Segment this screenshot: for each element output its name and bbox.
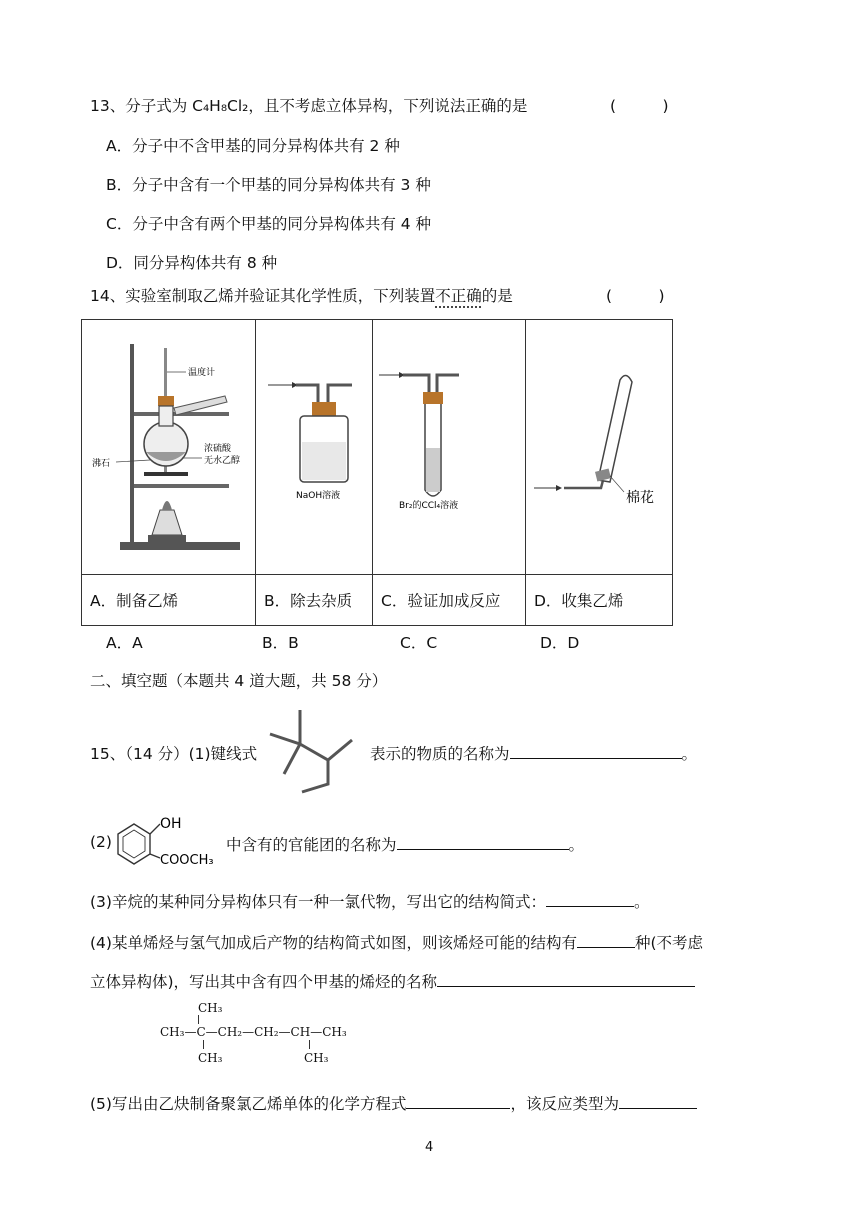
acid-label: 浓硫酸 — [204, 444, 232, 454]
q15-part1-suffix: 表示的物质的名称为 。 — [370, 745, 698, 763]
gas-washing-bottle-figure — [256, 320, 372, 570]
skeletal-formula-figure — [266, 706, 356, 796]
apparatus-a-cell — [82, 320, 256, 575]
br2-label: Br₂的CCl₄溶液 — [399, 501, 459, 511]
q15-part1-blank[interactable] — [510, 744, 682, 759]
naoh-label: NaOH溶液 — [296, 491, 341, 501]
q13-option-a: A．分子中不含甲基的同分异构体共有 2 种 — [106, 137, 400, 155]
q14-choice-d: D．D — [540, 634, 580, 652]
page-number: 4 — [425, 1140, 434, 1155]
formula-main-chain: CH₃—C—CH₂—CH₂—CH—CH₃ — [160, 1025, 347, 1039]
q15-part3-blank[interactable] — [546, 892, 634, 907]
cotton-label: 棉花 — [626, 490, 654, 506]
q14-choice-b: B．B — [262, 634, 299, 652]
q15-part4-blank-name[interactable] — [437, 972, 695, 987]
collection-tube-figure — [526, 320, 672, 570]
formula-bottom-right-methyl: CH₃ — [304, 1051, 329, 1065]
q15-part5-blank-equation[interactable] — [406, 1094, 510, 1109]
q15-part4-blank-count[interactable] — [577, 933, 635, 948]
q14-emphasis: 不正确 — [435, 287, 482, 305]
apparatus-table — [81, 319, 673, 626]
q15-part1-prefix: 15、（14 分）(1)键线式 — [90, 745, 258, 763]
q14-choice-c: C．C — [400, 634, 438, 652]
apparatus-c-cell — [373, 320, 526, 575]
caption-a: A．制备乙烯 — [82, 575, 256, 626]
q13-option-c: C．分子中含有两个甲基的同分异构体共有 4 种 — [106, 215, 432, 233]
q14-choice-a: A．A — [106, 634, 143, 652]
formula-bottom-left-methyl: CH₃ — [198, 1051, 223, 1065]
ethanol-label: 无水乙醇 — [204, 456, 241, 466]
q15-part2-blank[interactable] — [397, 835, 569, 850]
addition-reaction-tube-figure — [373, 320, 525, 570]
q13-option-d: D．同分异构体共有 8 种 — [106, 254, 278, 272]
caption-b: B．除去杂质 — [256, 575, 373, 626]
boiling-stones-label: 沸石 — [92, 459, 111, 469]
q15-part4-line1: (4)某单烯烃与氢气加成后产物的结构简式如图，则该烯烃可能的结构有 种(不考虑 — [90, 934, 704, 952]
thermometer-label: 温度计 — [188, 368, 216, 378]
q14-answer-paren: ( ) — [606, 287, 665, 305]
q13-option-b: B．分子中含有一个甲基的同分异构体共有 3 种 — [106, 176, 431, 194]
section-2-title: 二、填空题（本题共 4 道大题，共 58 分） — [90, 672, 388, 690]
apparatus-d-cell — [526, 320, 673, 575]
q15-part3: (3)辛烷的某种同分异构体只有一种一氯代物，写出它的结构简式： 。 — [90, 893, 650, 911]
caption-c: C．验证加成反应 — [373, 575, 526, 626]
methyl-salicylate-structure — [114, 810, 224, 868]
q14-stem: 14、实验室制取乙烯并验证其化学性质，下列装置不正确的是 — [90, 287, 513, 305]
formula-top-methyl: CH₃ — [198, 1001, 223, 1015]
caption-d: D．收集乙烯 — [526, 575, 673, 626]
q15-part2-prefix: (2) — [90, 833, 112, 851]
q15-part5: (5)写出由乙炔制备聚氯乙烯单体的化学方程式 ，该反应类型为 — [90, 1092, 697, 1114]
q15-part2-suffix: 中含有的官能团的名称为 。 — [226, 836, 585, 854]
ester-label: COOCH₃ — [160, 853, 214, 868]
q13-answer-paren: ( ) — [610, 97, 669, 115]
q15-part5-blank-type[interactable] — [619, 1094, 697, 1109]
ethylene-preparation-figure — [82, 320, 255, 570]
q15-part4-line2: 立体异构体)，写出其中含有四个甲基的烯烃的名称 — [90, 970, 695, 992]
q13-stem: 13、分子式为 C₄H₈Cl₂，且不考虑立体异构，下列说法正确的是 — [90, 97, 528, 115]
apparatus-b-cell — [256, 320, 373, 575]
hydroxyl-label: OH — [160, 816, 182, 832]
